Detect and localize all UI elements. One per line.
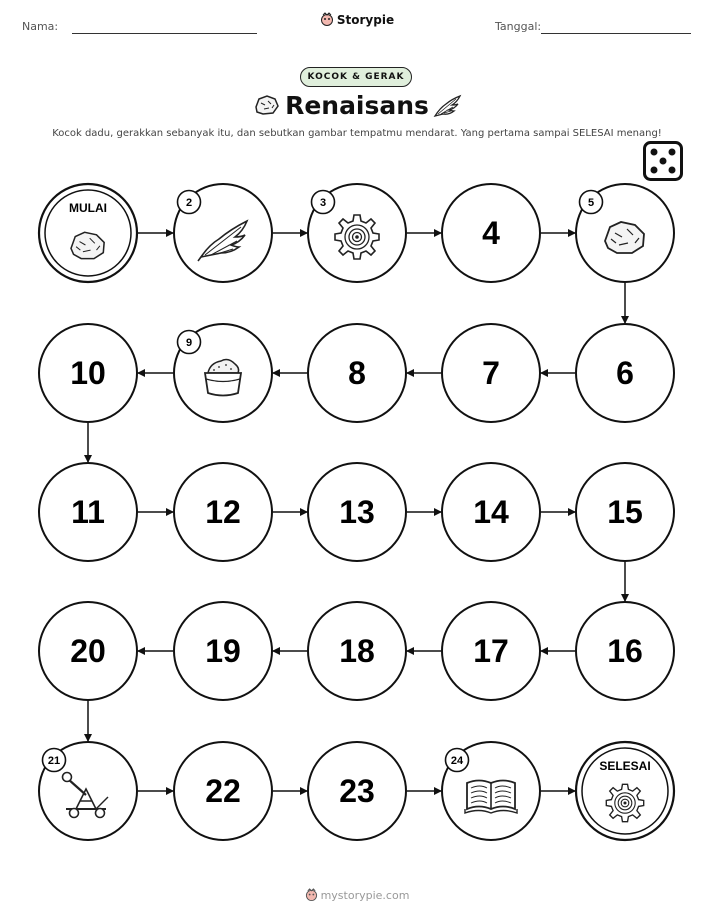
space-number: 4 [482,215,500,251]
board-space-12[interactable] [174,463,272,561]
space-number: 9 [185,337,193,349]
space-number: 14 [473,494,509,530]
space-number: 23 [339,773,375,809]
space-number: 2 [185,197,193,209]
space-number: 20 [70,633,106,669]
space-number: 17 [473,633,509,669]
gear-icon [606,784,643,821]
board-space-4[interactable] [442,184,540,282]
finish-label: SELESAI [599,759,651,773]
space-number: 7 [482,355,500,391]
board-space-15[interactable] [576,463,674,561]
space-number: 12 [205,494,241,530]
board-space-21[interactable] [39,742,137,840]
board-space-2[interactable] [174,184,272,282]
board-space-22[interactable] [174,742,272,840]
board-space-5[interactable] [576,184,674,282]
space-number: 3 [319,197,327,209]
instructions: Kocok dadu, gerakkan sebanyak itu, dan sebutkan gambar tempatmu mendarat. Yang pertama sampai SELESAI menang! [52,128,662,139]
space-number: 18 [339,633,375,669]
board-space-6[interactable] [576,324,674,422]
board-space-7[interactable] [442,324,540,422]
space-number: 8 [348,355,366,391]
board-space-10[interactable] [39,324,137,422]
space-number: 5 [587,197,595,209]
space-number: 24 [450,755,464,767]
brand-name: Storypie [336,13,395,27]
board-space-19[interactable] [174,602,272,700]
space-number: 15 [607,494,643,530]
space-number: 6 [616,355,634,391]
board-space-13[interactable] [308,463,406,561]
space-number: 19 [205,633,241,669]
activity-tag: KOCOK & GERAK [300,67,412,87]
board-space-14[interactable] [442,463,540,561]
board-space-23[interactable] [308,742,406,840]
board-space-1[interactable] [39,184,137,282]
footer-url: mystorypie.com [320,889,410,902]
board-space-24[interactable] [442,742,540,840]
board-space-17[interactable] [442,602,540,700]
start-label: MULAI [69,201,107,215]
date-label: Tanggal: [495,20,542,33]
name-label: Nama: [22,20,59,33]
space-number: 21 [47,755,61,767]
board-space-25[interactable] [576,742,674,840]
board-space-11[interactable] [39,463,137,561]
space-number: 11 [71,494,105,530]
space-number: 16 [607,633,643,669]
board-space-16[interactable] [576,602,674,700]
board-space-3[interactable] [308,184,406,282]
board-space-18[interactable] [308,602,406,700]
board-space-20[interactable] [39,602,137,700]
page-title: Renaisans [285,91,429,120]
space-number: 10 [70,355,106,391]
gear-icon [335,215,379,259]
board-space-8[interactable] [308,324,406,422]
space-number: 22 [205,773,241,809]
footer [0,888,714,904]
space-number: 13 [339,494,375,530]
board-space-9[interactable] [174,324,272,422]
storypie-logo-icon [305,888,318,904]
